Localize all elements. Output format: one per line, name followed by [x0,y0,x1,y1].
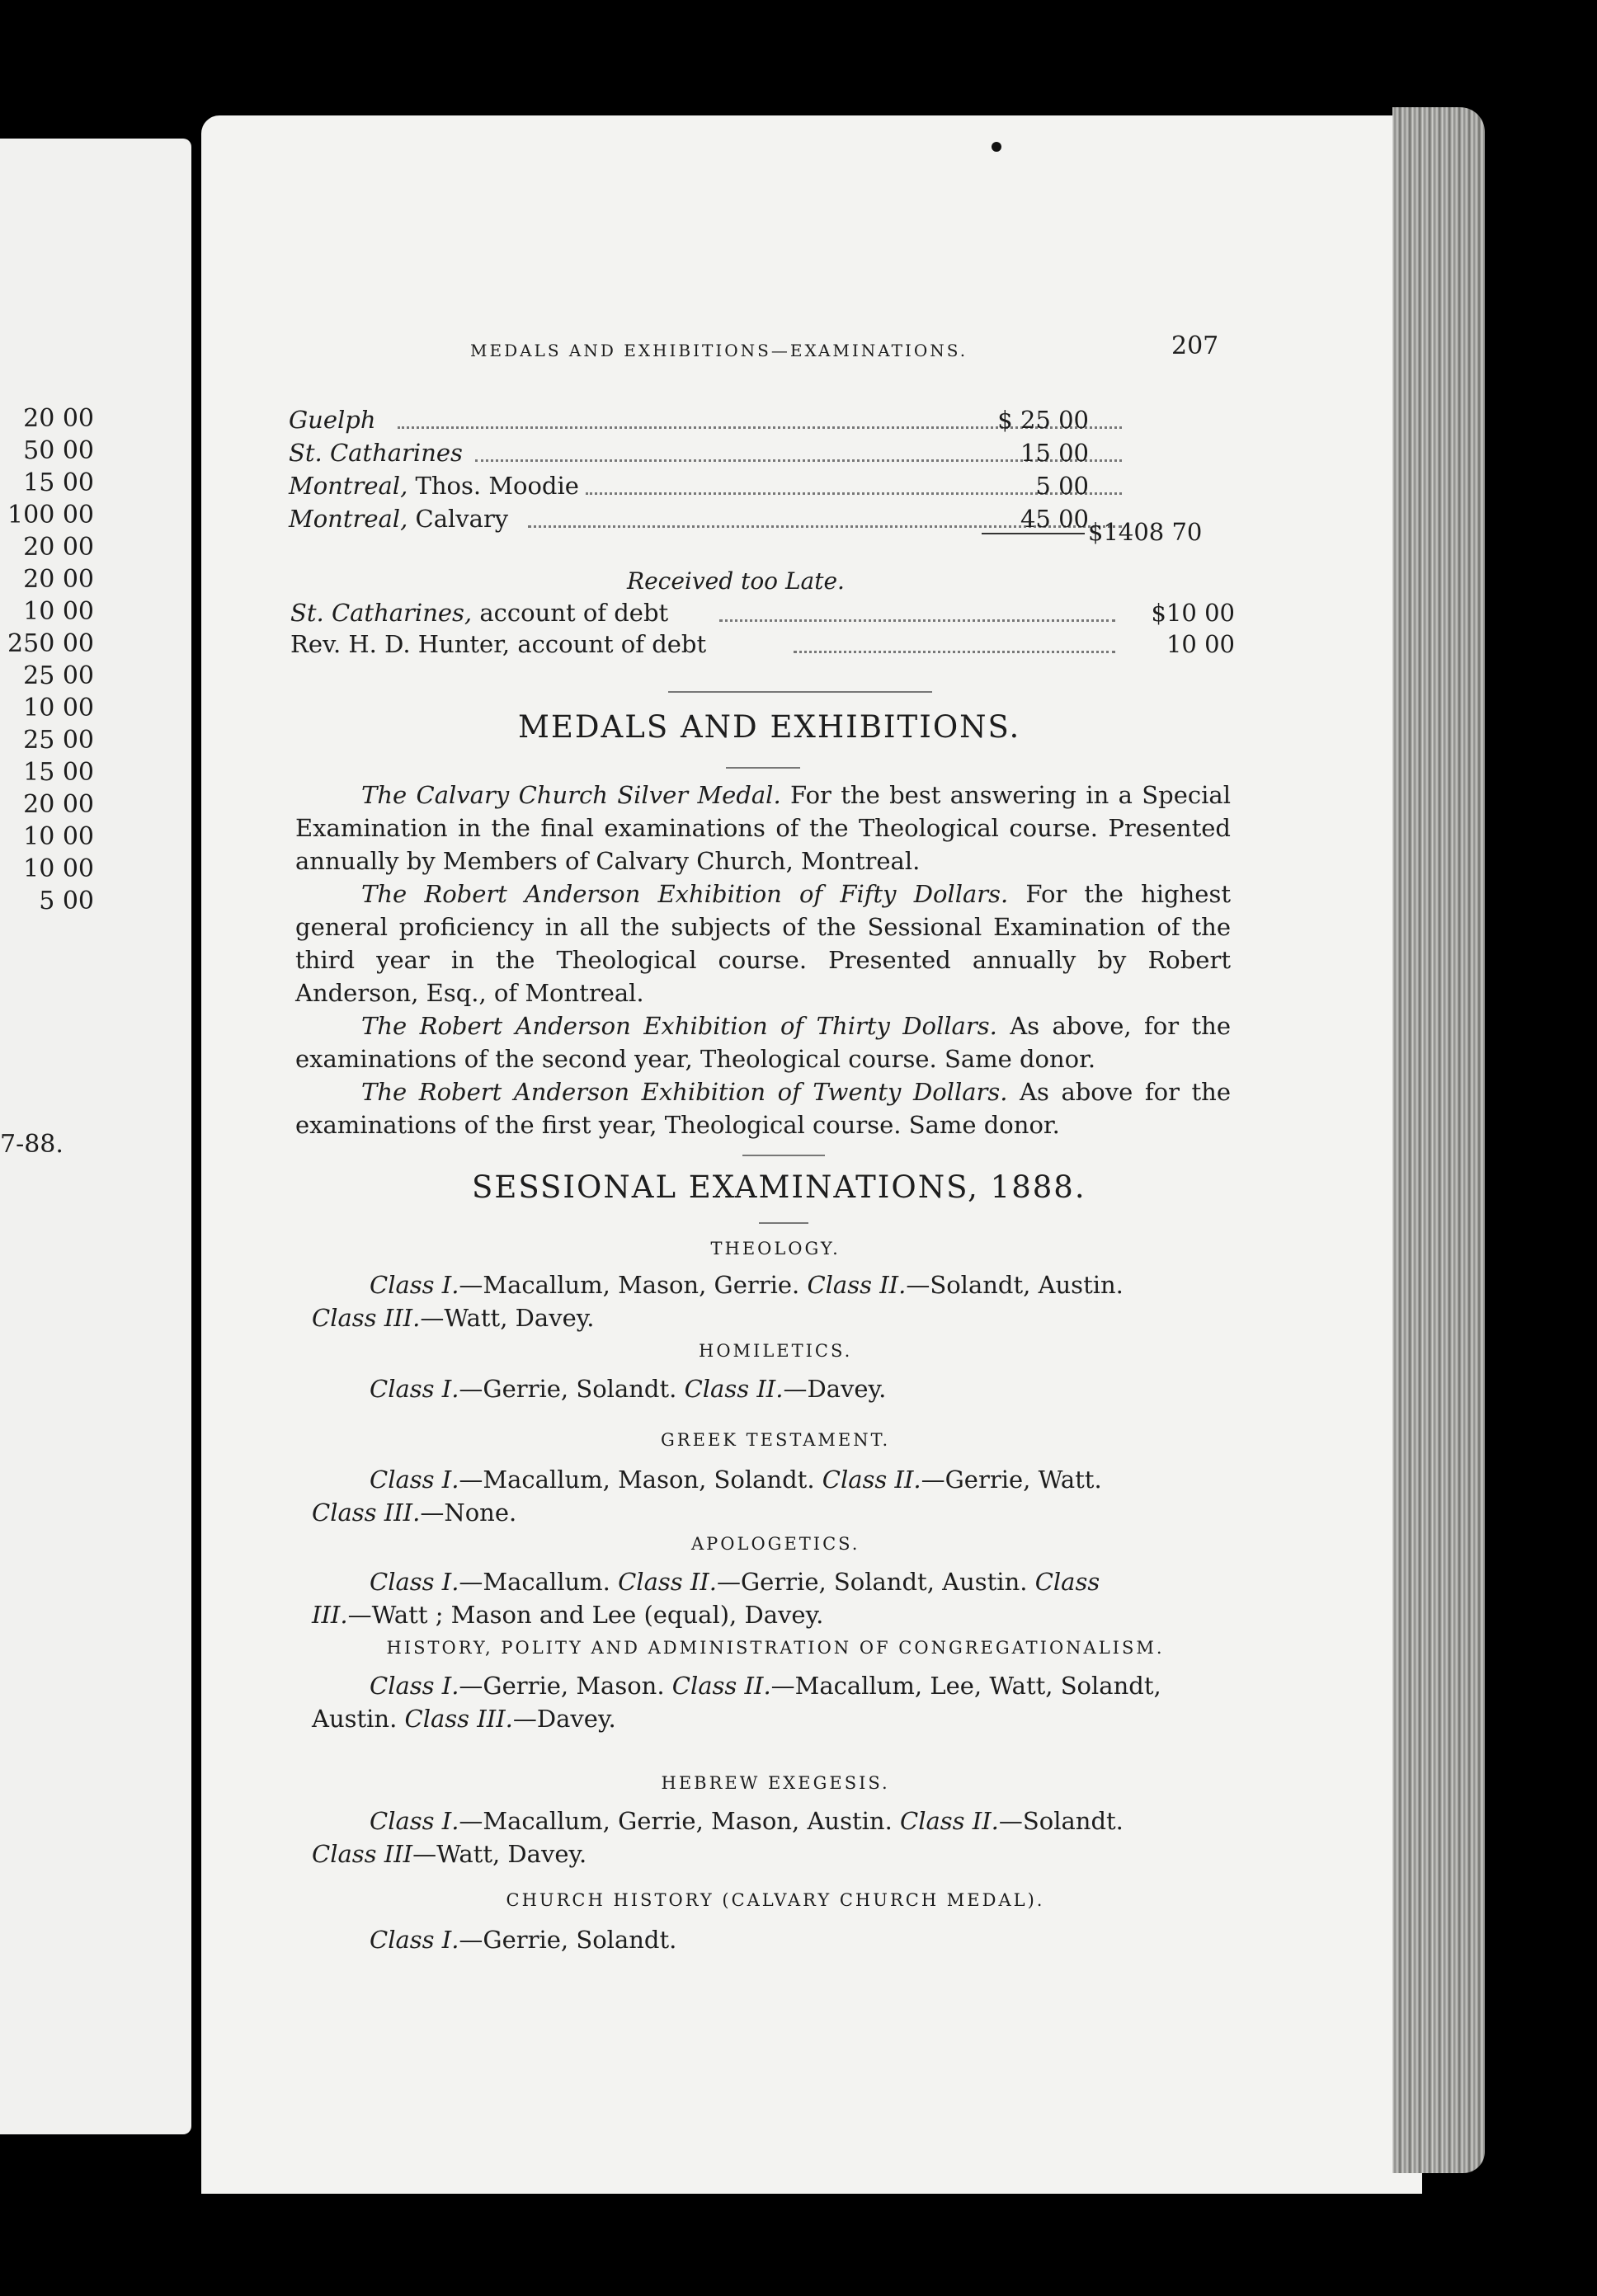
running-header: MEDALS AND EXHIBITIONS—EXAMINATIONS. [470,341,968,360]
class-names: —Davey. [512,1705,616,1733]
account-amount: 45 00 [1020,505,1089,533]
account-name-italic: Montreal, [289,505,408,533]
account-amount: 15 00 [1020,439,1089,467]
left-facing-page [0,139,191,2134]
class-label: Class I. [370,1466,459,1494]
class-label: Class III. [312,1304,421,1332]
class-label: Class I. [370,1271,459,1299]
divider [759,1222,808,1224]
medal-item [295,1009,1231,1075]
late-payment-row [290,595,1235,628]
class-ranking-line [370,1268,1124,1301]
class-names: —Macallum, Mason, Solandt. [459,1466,822,1494]
accounts-total-value: $1408 70 [1088,518,1203,546]
late-payment-amount: $10 00 [1151,599,1235,627]
class-label: III. [312,1601,348,1629]
class-names: —Macallum, Lee, Watt, Solandt, [770,1672,1161,1700]
late-payment-row [290,627,1235,660]
medal-text: As above, for the examinations of the second year, Theological course. Same donor. [295,1012,1232,1073]
class-ranking-line [312,1598,823,1631]
class-ranking-line [370,1372,886,1405]
class-label: Class III. [404,1705,513,1733]
left-page-footnote: 7-88. [0,1130,64,1159]
late-payment-name-italic: St. Catharines, [290,599,473,627]
subject-heading: GREEK TESTAMENT. [661,1430,891,1450]
class-ranking-line [370,1804,1124,1837]
class-ranking-line [370,1565,1100,1598]
class-label: Class II. [618,1568,717,1596]
subject-heading: CHURCH HISTORY (CALVARY CHURCH MEDAL). [506,1890,1045,1910]
account-row [289,435,1221,468]
class-names: —Gerrie, Solandt, Austin. [716,1568,1035,1596]
account-name [289,505,508,533]
class-names: —Gerrie, Mason. [459,1672,672,1700]
subject-heading: HOMILETICS. [699,1341,853,1361]
class-label: Class I. [370,1926,459,1954]
left-page-amount: 25 00 [23,726,94,755]
class-names: —Davey. [783,1375,887,1403]
left-page-amount: 15 00 [23,758,94,787]
medal-item [295,877,1231,1009]
left-page-amount: 10 00 [23,854,94,883]
class-label: Class II. [671,1672,771,1700]
left-page-amount: 20 00 [23,790,94,819]
class-names: —Macallum. [459,1568,619,1596]
page-edges [1392,107,1485,2173]
class-ranking-line [312,1301,594,1334]
class-names: —None. [420,1499,517,1527]
class-names: —Solandt, Austin. [906,1271,1124,1299]
class-ranking-line [312,1702,616,1735]
class-names: —Gerrie, Solandt. [459,1926,677,1954]
medals-description [295,779,1231,1141]
left-page-amount: 20 00 [23,565,94,594]
divider [726,767,800,769]
late-payment-name [290,599,668,627]
medal-text: As above for the examinations of the first year, Theological course. Same donor. [295,1078,1232,1139]
left-page-amount-column [0,402,94,917]
leader-dots [794,651,1115,653]
account-row [289,468,1221,501]
class-label: Class III. [312,1499,421,1527]
late-payment-amount: 10 00 [1166,630,1235,658]
account-amount: 5 00 [1035,472,1089,500]
left-page-amount: 20 00 [23,533,94,562]
class-label: Class I. [370,1375,459,1403]
medal-item [295,779,1231,877]
left-page-amount: 20 00 [23,404,94,433]
left-page-amount: 15 00 [23,468,94,497]
late-payment-name-roman: account of debt [472,599,669,627]
medal-text: For the best answering in a Special Examination in the final examinations of the Theological course. Presented annually by Members of Calvary Church, Montreal. [295,781,1231,875]
subject-heading: APOLOGETICS. [691,1534,860,1554]
left-page-amount: 10 00 [23,597,94,626]
medal-text: For the highest general proficiency in all the subjects of the Sessional Examination of the third year in the Theological course. Presented annually by Robert Anderson, Esq., of Montreal. [295,880,1231,1007]
class-label: Class II. [900,1807,999,1835]
page-number: 207 [1171,332,1219,360]
subject-heading: HISTORY, POLITY AND ADMINISTRATION OF CONGREGATIONALISM. [386,1638,1165,1658]
accounts-total [982,518,1202,546]
account-name-roman: Thos. Moodie [407,472,579,500]
account-amount: $ 25 00 [997,406,1089,434]
account-name [289,439,463,467]
account-name [289,406,376,434]
class-label: Class II. [822,1466,921,1494]
class-names: —Watt, Davey. [420,1304,595,1332]
account-name-italic: St. Catharines [289,439,463,467]
sessional-heading: SESSIONAL EXAMINATIONS, 1888. [472,1169,1086,1205]
medal-item [295,1075,1231,1141]
class-names: —Watt, Davey. [412,1840,587,1868]
class-ranking-line [370,1923,676,1956]
late-payment-name-roman: Rev. H. D. Hunter, account of debt [290,630,707,658]
left-page-amount: 10 00 [23,822,94,851]
left-page-amount: 5 00 [39,887,94,915]
class-names: —Watt ; Mason and Lee (equal), Davey. [347,1601,824,1629]
class-label: Class I. [370,1568,459,1596]
class-ranking-line [312,1496,516,1529]
subject-heading: THEOLOGY. [710,1239,841,1259]
left-page-amount: 25 00 [23,661,94,690]
medal-title: The Robert Anderson Exhibition of Fifty Dollars. [361,880,1009,908]
account-name-roman: Calvary [407,505,509,533]
class-ranking-line [312,1837,587,1870]
class-names: —Gerrie, Watt. [921,1466,1102,1494]
class-names: —Macallum, Gerrie, Mason, Austin. [459,1807,901,1835]
class-ranking-line [370,1463,1102,1496]
class-names: —Solandt. [998,1807,1124,1835]
class-ranking-line [370,1669,1161,1702]
class-names: —Gerrie, Solandt. [459,1375,685,1403]
class-label: Class [1034,1568,1100,1596]
class-label: Class II. [684,1375,784,1403]
left-page-amount: 10 00 [23,694,94,722]
class-label: Class II. [807,1271,907,1299]
class-names: Austin. [312,1705,405,1733]
medals-heading: MEDALS AND EXHIBITIONS. [518,709,1021,745]
divider [668,691,932,693]
account-name [289,472,579,500]
class-label: Class III [312,1840,413,1868]
left-page-amount: 50 00 [23,436,94,465]
medal-title: The Robert Anderson Exhibition of Twenty Dollars. [361,1078,1008,1106]
divider [742,1155,825,1156]
account-name-italic: Montreal, [289,472,408,500]
medal-title: The Calvary Church Silver Medal. [361,781,781,809]
subject-heading: HEBREW EXEGESIS. [661,1773,890,1793]
account-row [289,402,1221,435]
late-payment-name [290,630,706,658]
class-label: Class I. [370,1672,459,1700]
left-page-amount: 100 00 [7,501,94,529]
ink-spot [992,142,1001,152]
class-label: Class I. [370,1807,459,1835]
leader-dots [719,619,1115,622]
left-page-amount: 250 00 [7,629,94,658]
medal-title: The Robert Anderson Exhibition of Thirty Dollars. [361,1012,997,1040]
account-name-italic: Guelph [289,406,376,434]
received-too-late-heading: Received too Late. [627,567,845,595]
class-names: —Macallum, Mason, Gerrie. [459,1271,808,1299]
